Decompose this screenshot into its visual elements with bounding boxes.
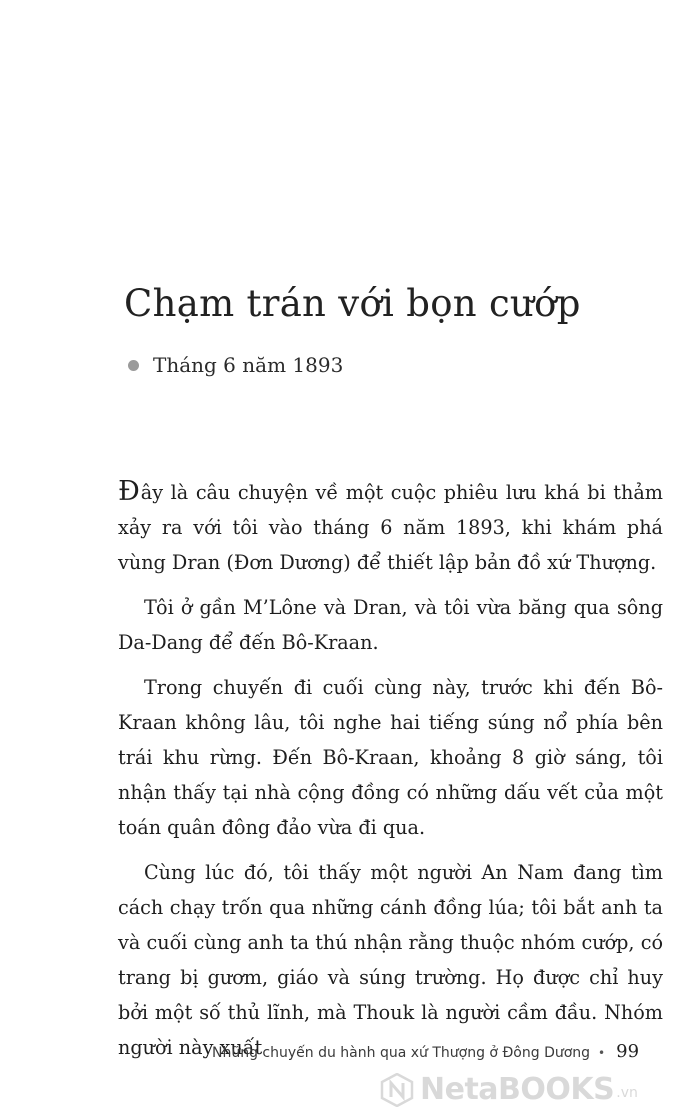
paragraph-4: Cùng lúc đó, tôi thấy một người An Nam đang tìm cách chạy trốn qua những cánh đồng lúa; tôi bắt anh ta và cuối cùng anh ta thú nhận rằng thuộc nhóm cướp, có trang bị gươm, giáo và súng trường. Họ được chỉ huy bởi một số thủ lĩnh, mà Thouk là người cầm đầu. Nhóm người này xuất [118,861,663,1059]
chapter-date-line [128,353,343,377]
chapter-date: Tháng 6 năm 1893 [153,353,344,377]
page-footer [212,1041,639,1062]
paragraph-1 [118,475,663,580]
watermark-brand: NetaBOOKS [420,1072,615,1107]
watermark-suffix: .vn [616,1085,638,1101]
paragraph-3: Trong chuyến đi cuối cùng này, trước khi đến Bô-Kraan không lâu, tôi nghe hai tiếng súng nổ phía bên trái khu rừng. Đến Bô-Kraan, khoảng 8 giờ sáng, tôi nhận thấy tại nhà cộng đồng có những dấu vết của một toán quân đông đảo vừa đi qua. [118,676,663,839]
initial-letter: Đ [118,476,140,507]
running-title: Những chuyến du hành qua xứ Thượng ở Đông Dương [212,1045,591,1061]
body-text [118,475,663,1075]
neta-logo-icon [380,1073,414,1107]
watermark [380,1072,638,1107]
footer-separator: • [598,1046,606,1060]
page-number: 99 [616,1041,640,1062]
bullet-dot-icon [128,360,139,371]
paragraph-1-text: ây là câu chuyện về một cuộc phiêu lưu khá bi thảm xảy ra với tôi vào tháng 6 năm 1893, khi khám phá vùng Dran (Đơn Dương) để thiết lập bản đồ xứ Thượng. [118,481,663,574]
chapter-title: Chạm trán với bọn cướp [124,282,581,325]
paragraph-2: Tôi ở gần M’Lône và Dran, và tôi vừa băng qua sông Da-Dang để đến Bô-Kraan. [118,596,663,654]
